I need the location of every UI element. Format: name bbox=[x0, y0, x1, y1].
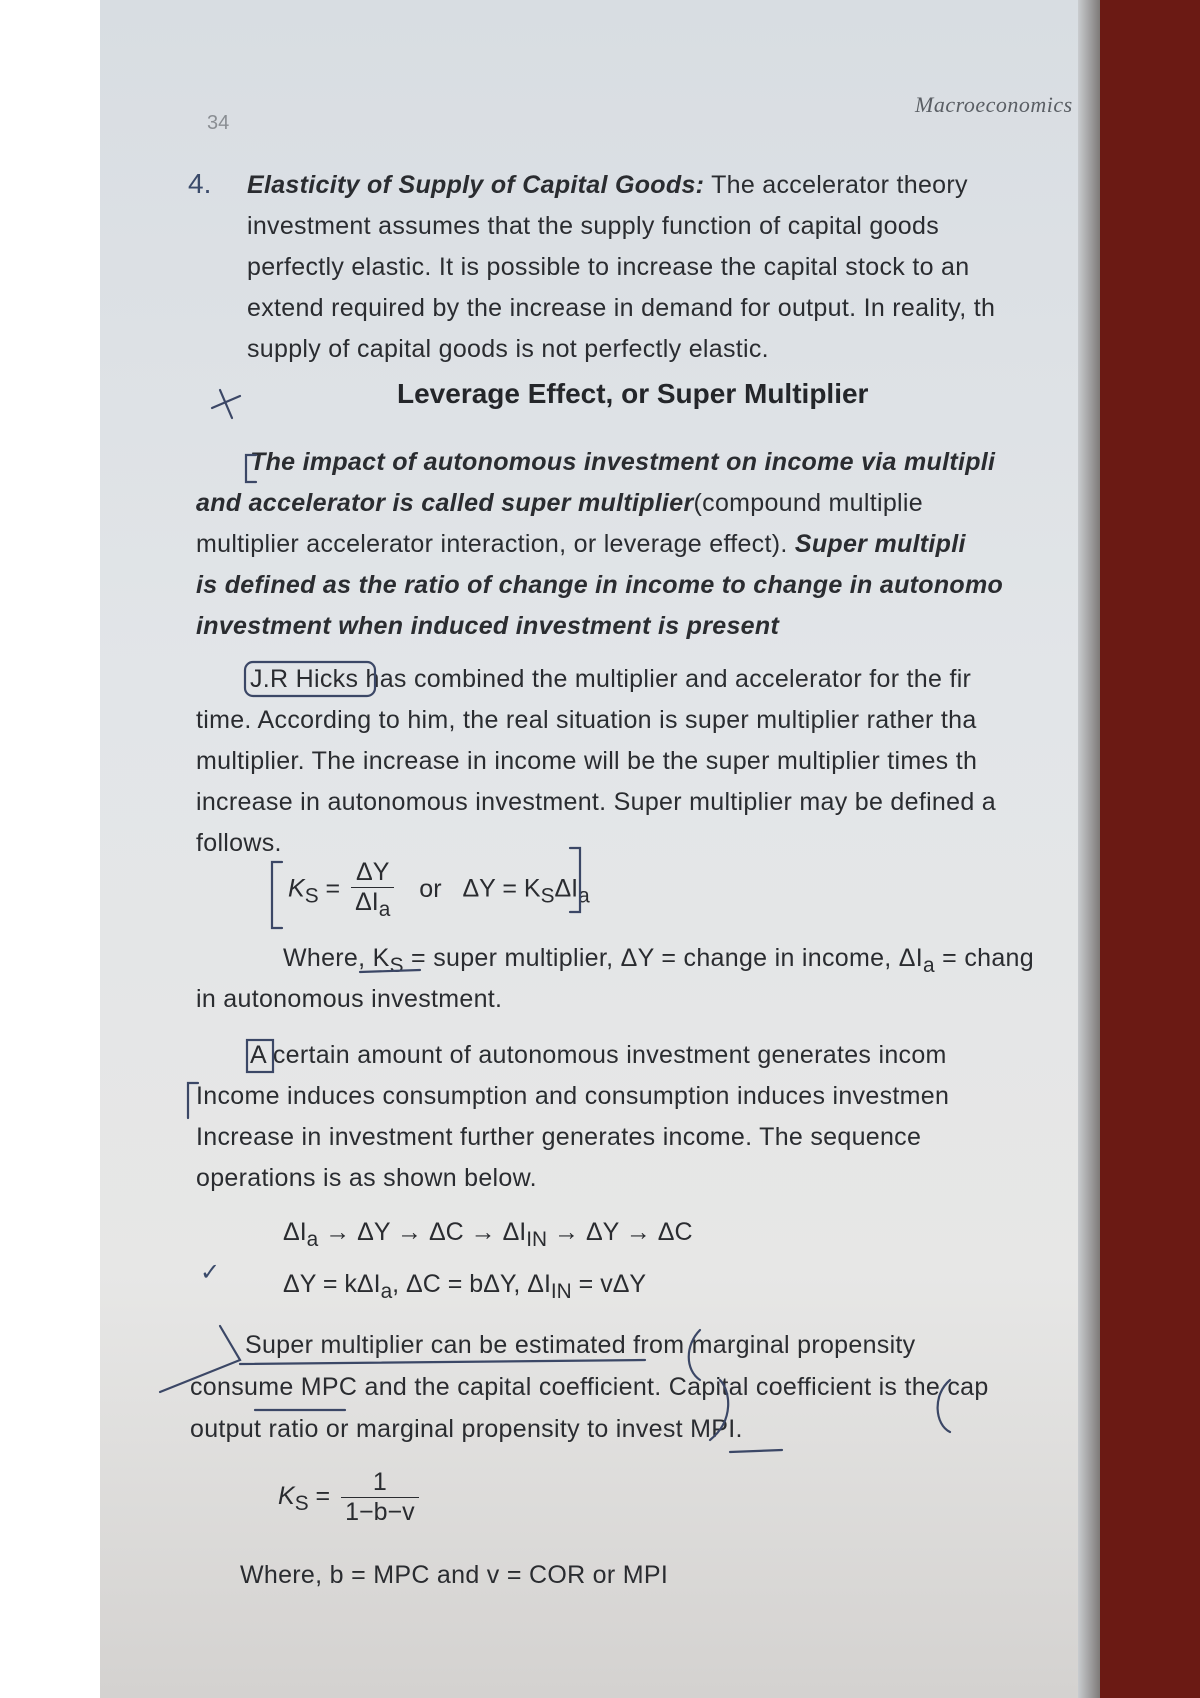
p2-line-1: J.R Hicks has combined the multiplier and accelerator for the fir bbox=[250, 665, 972, 693]
sequence-formula: $\Delta I_a \to \Delta Y \to \Delta C \to \Delta I_{IN} \to \Delta Y \to \Delta C$ bbox=[283, 1218, 693, 1251]
page-spine-shadow bbox=[1078, 0, 1100, 1698]
p4-line-1: Super multiplier can be estimated from marginal propensity bbox=[245, 1331, 916, 1359]
where-line-3: Where, b = MPC and v = COR or MPI bbox=[240, 1561, 669, 1589]
page-number: 34 bbox=[207, 112, 230, 134]
p2-line-2: time. According to him, the real situation is super multiplier rather tha bbox=[196, 706, 977, 734]
formula-rhs: ΔY = K bbox=[462, 874, 541, 903]
p1-line-2 bbox=[196, 488, 923, 518]
background-left bbox=[0, 0, 100, 1698]
p2-line-4: increase in autonomous investment. Super multiplier may be defined a bbox=[196, 788, 996, 816]
formula-fraction bbox=[351, 858, 394, 922]
asterisk-mark bbox=[212, 390, 240, 418]
p1-emph: Super multipli bbox=[794, 530, 966, 558]
where-line-2: in autonomous investment. bbox=[196, 985, 503, 1013]
p1-emph: and accelerator is called super multiplier bbox=[196, 489, 694, 517]
item4-line-5: supply of capital goods is not perfectly elastic. bbox=[247, 335, 769, 363]
formula-fraction bbox=[341, 1468, 419, 1527]
formula-super-multiplier-mpc: $K_S$ = $\frac{1}{1-b-v}$ bbox=[278, 1468, 423, 1527]
p2-line-3: multiplier. The increase in income will be the super multiplier times th bbox=[196, 747, 978, 775]
relations-formula: ΔY = kΔI$_a$, ΔC = bΔY, $\Delta I_{IN} = v\Delta Y$ bbox=[283, 1270, 647, 1303]
item4-line-2: investment assumes that the supply function of capital goods bbox=[247, 212, 939, 240]
formula-super-multiplier: $K_S$ = $\frac{\Delta Y}{\Delta I_a}$ or $\Delta Y = K_S\Delta I_a$ bbox=[288, 858, 590, 921]
where-line-1: Where, $K_S$ = super multiplier, ΔY = change in income, $\Delta I_a$ = chang bbox=[283, 944, 1034, 977]
p4-line-3: output ratio or marginal propensity to invest MPI. bbox=[190, 1415, 743, 1443]
p1-text: multiplier accelerator interaction, or leverage effect). bbox=[196, 530, 788, 558]
p1-line-1: The impact of autonomous investment on income via multipli bbox=[250, 448, 996, 476]
formula-symbol: K bbox=[288, 874, 305, 903]
list-marker: 4. bbox=[188, 168, 212, 199]
check-mark: ✓ bbox=[200, 1259, 221, 1286]
p1-line-5: investment when induced investment is present bbox=[196, 612, 780, 640]
fraction-numerator: ΔY bbox=[351, 858, 394, 888]
p3-line-4: operations is as shown below. bbox=[196, 1164, 537, 1192]
book-page bbox=[100, 0, 1100, 1698]
formula-sub: S bbox=[304, 884, 319, 908]
underline-mark bbox=[240, 1360, 645, 1364]
fraction-denominator: 1−b−v bbox=[345, 1498, 415, 1526]
item4-line-3: perfectly elastic. It is possible to increase the capital stock to an bbox=[247, 253, 970, 281]
item4-text: The accelerator theory bbox=[711, 171, 968, 199]
p3-line-2: Income induces consumption and consumption induces investmen bbox=[196, 1082, 950, 1110]
formula-or: or bbox=[419, 874, 442, 903]
p3-line-1: A certain amount of autonomous investment generates incom bbox=[250, 1041, 947, 1069]
section-heading: Leverage Effect, or Super Multiplier bbox=[397, 378, 869, 409]
p1-line-4: is defined as the ratio of change in income to change in autonomo bbox=[196, 571, 1004, 599]
fraction-numerator: 1 bbox=[341, 1468, 419, 1498]
fraction-denominator: $\Delta I_a$ bbox=[355, 888, 391, 921]
item4-title: Elasticity of Supply of Capital Goods: bbox=[247, 171, 705, 199]
p3-line-3: Increase in investment further generates income. The sequence bbox=[196, 1123, 922, 1151]
p1-text: (compound multiplie bbox=[693, 489, 923, 517]
formula-bracket-left bbox=[272, 862, 282, 928]
underline-mark bbox=[730, 1450, 782, 1452]
p1-line-3 bbox=[196, 529, 966, 559]
item4-line-4: extend required by the increase in demand for output. In reality, th bbox=[247, 294, 996, 322]
p2-line-5: follows. bbox=[196, 829, 282, 857]
running-header: Macroeconomics bbox=[915, 92, 1073, 117]
item4-line-1 bbox=[247, 170, 968, 200]
p4-line-2: consume MPC and the capital coefficient. Capital coefficient is the cap bbox=[190, 1373, 989, 1401]
